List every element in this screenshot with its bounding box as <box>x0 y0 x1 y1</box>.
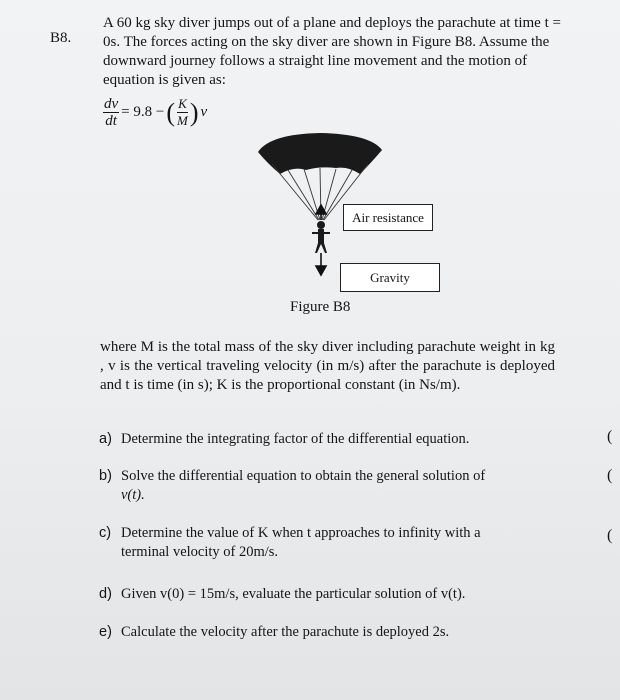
part-d-label: d) <box>99 586 112 602</box>
part-c <box>99 524 549 562</box>
part-a-label: a) <box>99 431 112 447</box>
eq-m: M <box>177 113 188 128</box>
eq-const: = 9.8 − <box>121 104 165 120</box>
margin-mark-1: ( <box>607 428 613 445</box>
margin-mark-3: ( <box>607 527 613 544</box>
part-d <box>99 585 465 604</box>
sky-diver <box>312 221 330 253</box>
part-e-label: e) <box>99 624 112 640</box>
part-c-text-1: Determine the value of K when t approaches to infinity with a <box>121 525 481 541</box>
k-m-fraction <box>177 96 188 129</box>
figure-caption: Figure B8 <box>290 299 351 315</box>
eq-lhs-num: dv <box>104 96 119 112</box>
question-number: B8. <box>50 30 72 46</box>
part-a <box>99 430 469 449</box>
variable-definitions: where M is the total mass of the sky diver including parachute weight in kg , v is the vertical traveling velocity (in m/s) after the parachute is deployed and t is time (in s); K is the proportional constant (in Ns/m). <box>100 339 555 393</box>
part-e <box>99 623 449 642</box>
eq-k: K <box>178 96 187 111</box>
part-a-text: Determine the integrating factor of the differential equation. <box>121 431 470 447</box>
dv-dt-fraction <box>103 96 119 129</box>
eq-var: v <box>200 104 208 120</box>
part-d-text: Given v(0) = 15m/s, evaluate the particular solution of v(t). <box>121 586 466 602</box>
part-c-text-2: terminal velocity of 20m/s. <box>121 544 279 560</box>
parachute-canopy <box>258 133 382 174</box>
gravity-label: Gravity <box>340 263 440 292</box>
part-b-text-1: Solve the differential equation to obtain the general solution of <box>121 468 486 484</box>
part-b-label: b) <box>99 468 112 484</box>
motion-equation: $\frac{dv}{dt}$ = 9.8 − ( $\frac{K}{M}$ ) v <box>104 96 208 129</box>
question-intro: A 60 kg sky diver jumps out of a plane and deploys the parachute at time t = 0s. The forces acting on the sky diver are shown in Figure B8. Assume the downward journey follows a straight line movement and the motion of equation is given as: <box>103 15 561 88</box>
air-resistance-label: Air resistance <box>343 204 433 231</box>
part-e-text: Calculate the velocity after the parachute is deployed 2s. <box>121 624 450 640</box>
part-c-label: c) <box>99 525 112 541</box>
margin-mark-2: ( <box>607 467 613 484</box>
eq-lhs-den: dt <box>105 113 117 129</box>
part-b <box>99 467 549 505</box>
part-b-text-2: v(t). <box>121 487 145 503</box>
